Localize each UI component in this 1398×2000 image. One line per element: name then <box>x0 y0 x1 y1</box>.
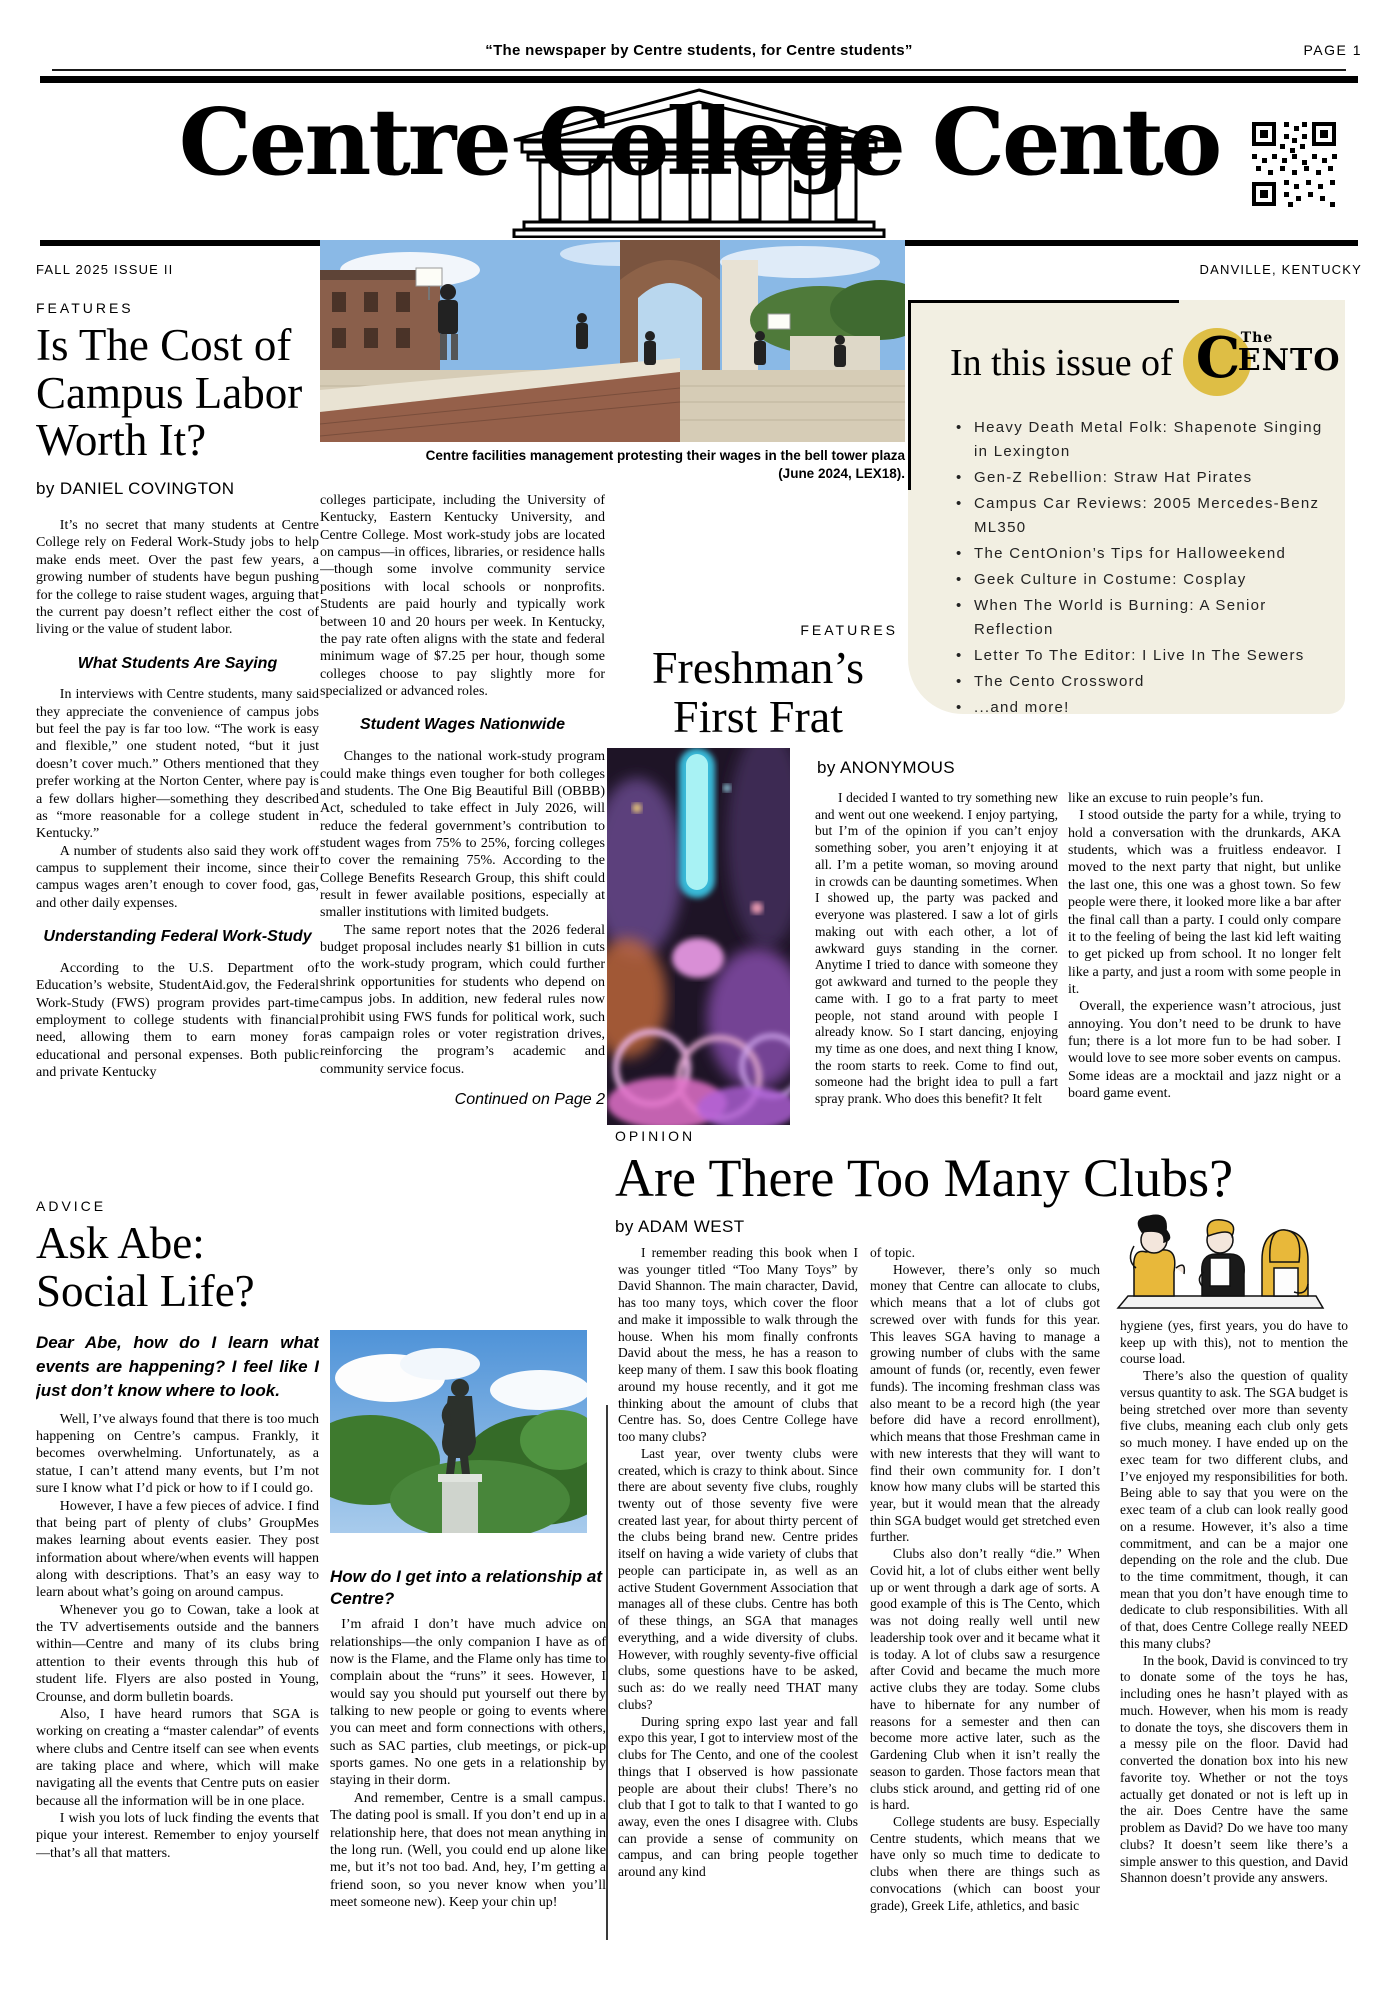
article-too-many-clubs-col3 <box>1120 1318 1348 1990</box>
issue-contents-list <box>954 416 1327 714</box>
article-subhead: Understanding Federal Work-Study <box>43 928 312 946</box>
article-byline: by ADAM WEST <box>615 1217 745 1237</box>
column-divider-rule <box>606 1405 608 1940</box>
reader-question: Dear Abe, how do I learn what events are happening? I feel like I just don’t know where to look. <box>36 1333 319 1400</box>
article-first-frat-header <box>612 622 904 742</box>
cento-logo-letter: C <box>1195 325 1241 391</box>
frat-party-photo <box>607 748 790 1125</box>
article-paragraph: of topic. <box>870 1245 915 1260</box>
in-this-issue-box <box>908 300 1345 714</box>
article-paragraph: There’s also the question of quality versus quantity to ask. The SGA budget is being stretched over more than seventy five clubs, meaning each club only gets so much money. I have ended up on the exec team for two different clubs, and I’ve enjoyed my responsibilities for both. Being able to say that you were on the exec team of a club can look really good on a resume. However, it’s also a time commitment, and can be a major one depending on the role and the club. Due to the time commitment, though, it can mean that you don’t have enough time to dedicate to club responsibilities. With all of that, does Centre College really NEED this many clubs? <box>1120 1368 1348 1651</box>
article-ask-abe-col1 <box>36 1198 319 1958</box>
header-rule-thin <box>52 69 1346 71</box>
article-paragraph: It’s no secret that many students at Centre College rely on Federal Work-Study jobs to help make ends meet. Over the past few years, a growing number of students have begun pushing for the college to raise student wages, arguing that the current pay doesn’t reflect either the cost of living or the value of student labor. <box>36 518 319 638</box>
article-paragraph: like an excuse to ruin people’s fun. <box>1068 791 1264 806</box>
header-rule-thick <box>40 76 1358 83</box>
article-paragraph: I wish you lots of luck finding the events that pique your interest. Remember to enjoy yourself—that’s all that matters. <box>36 1811 319 1861</box>
section-kicker: FEATURES <box>36 300 134 316</box>
article-paragraph: Changes to the national work-study program could make things even tougher for both colleges and students. The One Big Beautiful Bill (OBBB) Act, scheduled to take effect in July 2026, will reduce the federal government’s contribution to student wages from 75% to 25%, forcing colleges to cover the remaining 75%. According to the College Benefits Research Group, this shift could result in fewer available positions, especially at smaller institutions with limited budgets. <box>320 749 605 921</box>
article-headline: Are There Too Many Clubs? <box>615 1148 1234 1208</box>
continued-on-page-label: Continued on Page 2 <box>454 1090 605 1108</box>
article-paragraph: And remember, Centre is a small campus. The dating pool is small. If you don’t end up in a relationship here, that does not mean anything in the long run. (Well, you could end up alone like me, but it’s not too bad. And, hey, I’m getting a friend soon, so you never know when you’ll meet someone new). Keep your chin up! <box>330 1790 606 1910</box>
article-first-frat-col2 <box>1068 790 1341 1128</box>
article-paragraph: During spring expo last year and fall expo this year, I got to interview most of the clubs for The Cento, and one of the coolest things that I observed is how passionate people are about their clubs! There’s no club that I got to talk to that I wanted to go away, even the ones I disagree with. Clubs can provide a sense of community on campus, and can bring people together around any kind <box>618 1713 858 1880</box>
protest-photo <box>320 240 905 442</box>
article-paragraph: A number of students also said they work off campus to supplement their income, since their campus wages aren’t enough to cover food, gas, and other daily expenses. <box>36 843 319 911</box>
article-too-many-clubs-col1 <box>618 1245 858 1990</box>
article-paragraph: hygiene (yes, first years, you do have to keep up with this), not to mention the course load. <box>1120 1318 1348 1367</box>
issue-list-item: • ...and more! <box>954 696 1327 714</box>
article-paragraph: However, I have a few pieces of advice. I find that being part of plenty of clubs’ GroupMes makes learning about events easier. They post information about where/when events will happen along with descriptions. That’s an easy way to learn about what’s going on around campus. <box>36 1498 319 1601</box>
article-headline: Ask Abe: Social Life? <box>36 1218 255 1316</box>
issue-list-item: • The Cento Crossword <box>954 670 1327 694</box>
article-paragraph: I decided I wanted to try something new and went out one weekend. I enjoy partying, but I’m of the opinion if you can’t enjoy something sober, you aren’t enjoying it at all. I’m a petite woman, so moving around in crowds can be daunting sometimes. When I showed up, the party was packed and everyone was plastered. I saw a lot of girls making out with each other, a lot of awkward guys standing in the corner. Anytime I tried to dance with someone they got awkward and turned to the people they came with. I go to a frat party to meet people, not stand around with people I already know. So I start dancing, enjoying my time as one does, and next thing I know, the room starts to reek. Come to find out, someone had the bright idea to pull a fart spray prank. Who does this benefit? It felt <box>815 790 1058 1107</box>
page-number-label: PAGE 1 <box>1303 42 1362 58</box>
article-headline: Is The Cost of Campus Labor Worth It? <box>36 320 303 466</box>
issue-list-item: • Campus Car Reviews: 2005 Mercedes-Benz ML350 <box>954 492 1327 540</box>
article-paragraph: Also, I have heard rumors that SGA is working on creating a “master calendar” of events where clubs and Centre itself can see when events are taking place and where, which will make navigating all the events that Centre puts on easier because all the information will be in one place. <box>36 1706 319 1809</box>
article-paragraph: colleges participate, including the University of Kentucky, Eastern Kentucky University, and Centre College. Most work-study jobs are located on campus—in offices, libraries, or residence halls—though some involve community service positions with local schools or nonprofits. Students are paid hourly and typically work between 10 and 20 hours per week. In Kentucky, the pay rate often aligns with the state and federal minimum wage of $7.25 per hour, though some colleges choose to pay slightly more for specialized or advanced roles. <box>320 493 605 699</box>
location-label: DANVILLE, KENTUCKY <box>1199 262 1362 277</box>
article-paragraph: I’m afraid I don’t have much advice on relationships—the only companion I have as of now is the Flame, and the Flame only has time to complain about the “runs” it sees. However, I would say you should put yourself out there by talking to new people or going to events where you can meet and form connections with others, such as SAC parties, club meetings, or pick-up sports games. No one gets in a relationship by staying in their dorm. <box>330 1617 606 1789</box>
article-paragraph: I stood outside the party for a while, trying to hold a conversation with the drunkards, AKA students, which was a fruitless endeavor. I moved to the next party that night, but unlike the last one, this one was a ghost town. So few people were there, it looked more like a bar after the final call than a party. I could only compare it to the feeling of being the last kid left waiting to get picked up from school. It no longer felt like a party, and just a room with some people in it. <box>1068 808 1341 997</box>
issue-label: FALL 2025 ISSUE II <box>36 262 174 277</box>
section-kicker: FEATURES <box>800 622 898 638</box>
article-paragraph: Well, I’ve always found that there is too much happening on Centre’s campus. Frankly, it becomes overwhelming. Unfortunately, as a statue, I can’t attend many events, but I’m not sure I know what I’d pick or how to if I could go. <box>36 1411 319 1497</box>
article-first-frat-col1 <box>815 790 1058 1128</box>
abe-statue-photo <box>330 1330 587 1533</box>
masthead-tagline: “The newspaper by Centre students, for Centre students” <box>485 42 913 59</box>
issue-list-item: • When The World is Burning: A Senior Reflection <box>954 594 1327 642</box>
article-campus-labor-col1 <box>36 300 319 1178</box>
issue-list-item: • Letter To The Editor: I Live In The Sewers <box>954 644 1327 668</box>
article-paragraph: Clubs also don’t really “die.” When Covid hit, a lot of clubs either went belly up or went through a dark age of sorts. A good example of this is The Cento, which was not doing really well until new leadership took over and it became what it is today. A lot of clubs saw a resurgence after Covid and became the much more active clubs they are today. Some clubs have to hibernate for any number of reasons for a semester and then can become more active later, such as the Gardening Club when it isn’t really the season to garden. Those factors mean that clubs stick around, and getting rid of one is hard. <box>870 1546 1100 1813</box>
article-paragraph: Last year, over twenty clubs were created, which is crazy to think about. Since there are about seventy five clubs, roughly twenty out of those seventy five were created last year, for about thirty percent of the clubs being brand new. Centre prides itself on having a wide variety of clubs that people can participate in, as well as an active Student Government Association that manages all of these clubs. Centre has both of these things, an SGA that manages everything, and a wide diversity of clubs. However, with roughly seventy-five official clubs, some questions have to be asked, such as: do we really need THAT many clubs? <box>618 1445 858 1712</box>
article-paragraph: However, there’s only so much money that Centre can allocate to clubs, which means that a lot of clubs got screwed over with funds for this year. This leaves SGA having to manage a growing number of clubs with the same amount of funds (or, recently, even fewer funds). The incoming freshman class was also meant to be a record high (the year before did have a record enrollment), which means that those Freshman came in with new interests that they will want to find their own community for. I don’t know how many clubs will be started this year, but it would mean that the already thin SGA budget would get stretched even further. <box>870 1261 1100 1545</box>
article-paragraph: Overall, the experience wasn’t atrocious, just annoying. You don’t need to be drunk to have fun; there is a lot more fun to be had sober. I would love to see more sober events on campus. Some ideas are a mocktail and jazz night or a board game event. <box>1068 999 1341 1102</box>
article-subhead: Student Wages Nationwide <box>359 716 566 734</box>
issue-list-item: • Geek Culture in Costume: Cosplay <box>954 568 1327 592</box>
students-talking-illustration <box>1088 1212 1338 1312</box>
section-kicker: OPINION <box>615 1128 696 1144</box>
article-paragraph: In interviews with Centre students, many said they appreciate the convenience of campus jobs but feel the pay is far too low. “The work is easy and flexible,” one student noted, “but it just doesn’t cover much.” Others mentioned that they prefer working at the Norton Center, where pay is a few dollars higher—something they described as “more reasonable for a college student in Kentucky.” <box>36 687 319 842</box>
article-ask-abe-col2 <box>330 1552 606 1952</box>
issue-box-title: In this issue of <box>950 342 1173 384</box>
cento-logo-text: ENTO <box>1237 343 1341 378</box>
article-paragraph: College students are busy. Especially Centre students, which means that we have only so much time to dedicate to clubs when there are things such as convocations (which can boost your grade), Greek Life, athletics, and basic <box>870 1813 1100 1913</box>
cento-logo-the: The <box>1240 330 1274 346</box>
issue-box-border <box>908 300 911 490</box>
article-paragraph: According to the U.S. Department of Education’s website, StudentAid.gov, the Federal Work-Study (FWS) program provides part-time employment to college students with financial need, allowing them to earn money for educational and personal expenses. Both public and private Kentucky <box>36 960 319 1081</box>
article-subhead: What Students Are Saying <box>77 654 278 672</box>
section-kicker: ADVICE <box>36 1198 107 1214</box>
article-byline: by ANONYMOUS <box>817 758 955 777</box>
issue-list-item: • Gen-Z Rebellion: Straw Hat Pirates <box>954 466 1327 490</box>
issue-list-item: • The CentOnion’s Tips for Halloweekend <box>954 542 1327 566</box>
article-campus-labor-col2 <box>320 492 605 1292</box>
article-headline: Freshman’s First Frat <box>651 642 865 742</box>
issue-box-border <box>908 300 1179 303</box>
protest-photo-caption: Centre facilities management protesting their wages in the bell tower plaza (June 2024, LEX18). <box>425 448 905 481</box>
masthead-title: Centre College Cento <box>178 88 1220 196</box>
article-too-many-clubs-col2 <box>870 1245 1100 1990</box>
qr-code <box>1248 118 1340 210</box>
article-paragraph: The same report notes that the 2026 federal budget proposal includes nearly $1 billion in cuts to the work-study program, which could further shrink opportunities for students who depend on campus jobs. In addition, new federal rules now prohibit using FWS funds for political work, such as campaign roles or voter registration drives, reinforcing the program’s academic and community service focus. <box>320 922 605 1077</box>
article-subhead: How do I get into a relationship at Centre? <box>330 1567 603 1609</box>
cento-logo <box>1183 324 1341 402</box>
article-byline: by DANIEL COVINGTON <box>36 479 235 499</box>
issue-list-item: • Heavy Death Metal Folk: Shapenote Singing in Lexington <box>954 416 1327 464</box>
article-paragraph: I remember reading this book when I was younger titled “Too Many Toys” by David Shannon. The main character, David, has too many toys, which cover the floor and make it impossible to walk through the house. When his mom finally confronts David about the mess, he has a reason to keep many of them. I saw this book floating around my house recently, and it got me thinking about the amount of clubs that Centre has. So, does Centre College have too many clubs? <box>618 1245 858 1445</box>
article-paragraph: In the book, David is convinced to try to donate some of the toys he has, including ones he hasn’t played with as much. However, when his mom is ready to donate the toys, she discovers them in a messy pile on the floor. David had converted the donation box into his new favorite toy. Whether or not the toys actually get donated or not is left up in the air. Does Centre have the same problem as David? Do we have too many clubs? It doesn’t seem like there’s a simple answer to this question, and David Shannon doesn’t provide any answers. <box>1120 1652 1348 1886</box>
article-paragraph: Whenever you go to Cowan, take a look at the TV advertisements outside and the banners within—Centre and many of its clubs bring attention to their events through this hub of student life. Flyers are also posted in Young, Crounse, and dorm bulletin boards. <box>36 1602 319 1705</box>
